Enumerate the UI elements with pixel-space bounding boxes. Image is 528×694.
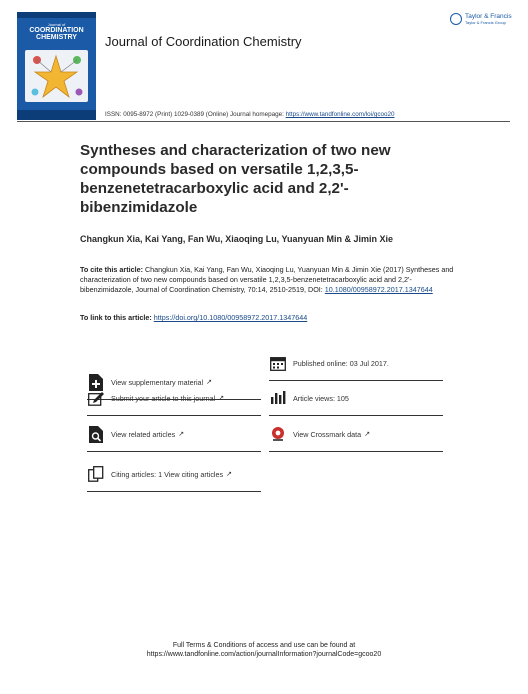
published-online-label: Published online: 03 Jul 2017. bbox=[293, 358, 389, 368]
cover-title-line1: Journal of bbox=[47, 22, 66, 27]
citing-articles-link[interactable] bbox=[87, 457, 261, 492]
publisher-subtitle: Taylor & Francis Group bbox=[465, 20, 506, 25]
cover-title bbox=[17, 22, 96, 41]
cover-title-line2: COORDINATION bbox=[29, 27, 84, 34]
cover-title-line3: CHEMISTRY bbox=[36, 34, 77, 41]
citation-block bbox=[80, 265, 460, 296]
article-views-info bbox=[269, 381, 443, 416]
journal-homepage-link[interactable]: https://www.tandfonline.com/loi/gcoo20 bbox=[285, 111, 395, 118]
external-link-icon: ↗ bbox=[178, 431, 185, 438]
external-link-icon: ↗ bbox=[364, 431, 371, 438]
journal-title[interactable]: Journal of Coordination Chemistry bbox=[105, 34, 302, 49]
header-divider bbox=[17, 121, 510, 122]
external-link-icon: ↗ bbox=[226, 471, 232, 478]
crossmark-icon bbox=[269, 425, 287, 443]
issn-text: ISSN: 0095-8972 (Print) 1029-0389 (Online) Journal homepage: bbox=[105, 111, 284, 118]
article-link-label: To link to this article: bbox=[80, 313, 152, 322]
related-label: View related articles bbox=[111, 429, 176, 439]
citing-documents-icon bbox=[87, 465, 105, 483]
calendar-icon bbox=[269, 354, 287, 372]
search-document-icon bbox=[87, 425, 105, 443]
external-link-icon: ↗ bbox=[218, 395, 225, 402]
citing-label: Citing articles: 1 View citing articles bbox=[111, 469, 224, 479]
submit-article-link[interactable] bbox=[87, 381, 261, 416]
footer-terms-link[interactable]: https://www.tandfonline.com/action/journalInformation?journalCode=gcoo20 bbox=[146, 651, 382, 658]
crossmark-link[interactable] bbox=[269, 417, 443, 452]
published-online-info bbox=[269, 346, 443, 381]
article-authors: Changkun Xia, Kai Yang, Fan Wu, Xiaoqing Lu, Yuanyuan Min & Jimin Xie bbox=[80, 234, 394, 244]
article-views-label: Article views: 105 bbox=[293, 393, 349, 403]
citation-label: To cite this article: bbox=[80, 265, 143, 274]
tf-logo-circle-icon bbox=[450, 13, 462, 25]
tf-logo-text bbox=[465, 13, 512, 25]
article-title: Syntheses and characterization of two new compounds based on versatile 1,2,3,5-benzenetetracarboxylic acid and 2,2'-bibenzimidazole bbox=[80, 142, 391, 216]
external-link-icon: ↗ bbox=[206, 379, 213, 386]
related-articles-link[interactable] bbox=[87, 417, 261, 452]
footer-terms-text: Full Terms & Conditions of access and use can be found at bbox=[172, 642, 356, 649]
issn-line bbox=[105, 111, 394, 118]
journal-cover-image bbox=[17, 12, 96, 120]
cover-artwork bbox=[25, 50, 88, 102]
article-doi-link[interactable]: https://doi.org/10.1080/00958972.2017.1347644 bbox=[153, 313, 308, 322]
cover-topbar bbox=[17, 12, 96, 18]
supplementary-label: View supplementary material bbox=[111, 377, 204, 387]
citation-doi-link[interactable]: 10.1080/00958972.2017.1347644 bbox=[324, 285, 433, 295]
article-link-line bbox=[80, 313, 307, 322]
citation-text: Changkun Xia, Kai Yang, Fan Wu, Xiaoqing Lu, Yuanyuan Min & Jimin Xie (2017) Syntheses and characterization of two new compounds based on versatile 1,2,3,5-benzenetetracarboxylic acid and 2,2'-bibenzimidazole, Journal of Coordination Chemistry, 70:14, 2510-2519, DOI: bbox=[80, 265, 454, 295]
cover-bottombar bbox=[17, 110, 96, 120]
taylor-francis-logo bbox=[450, 13, 512, 25]
crossmark-label: View Crossmark data bbox=[293, 429, 362, 439]
pencil-edit-icon bbox=[87, 389, 105, 407]
publisher-name: Taylor & Francis bbox=[465, 13, 512, 20]
footer-terms bbox=[0, 641, 528, 659]
bar-chart-icon bbox=[269, 389, 287, 407]
submit-label: Submit your article to this journal bbox=[111, 393, 216, 403]
